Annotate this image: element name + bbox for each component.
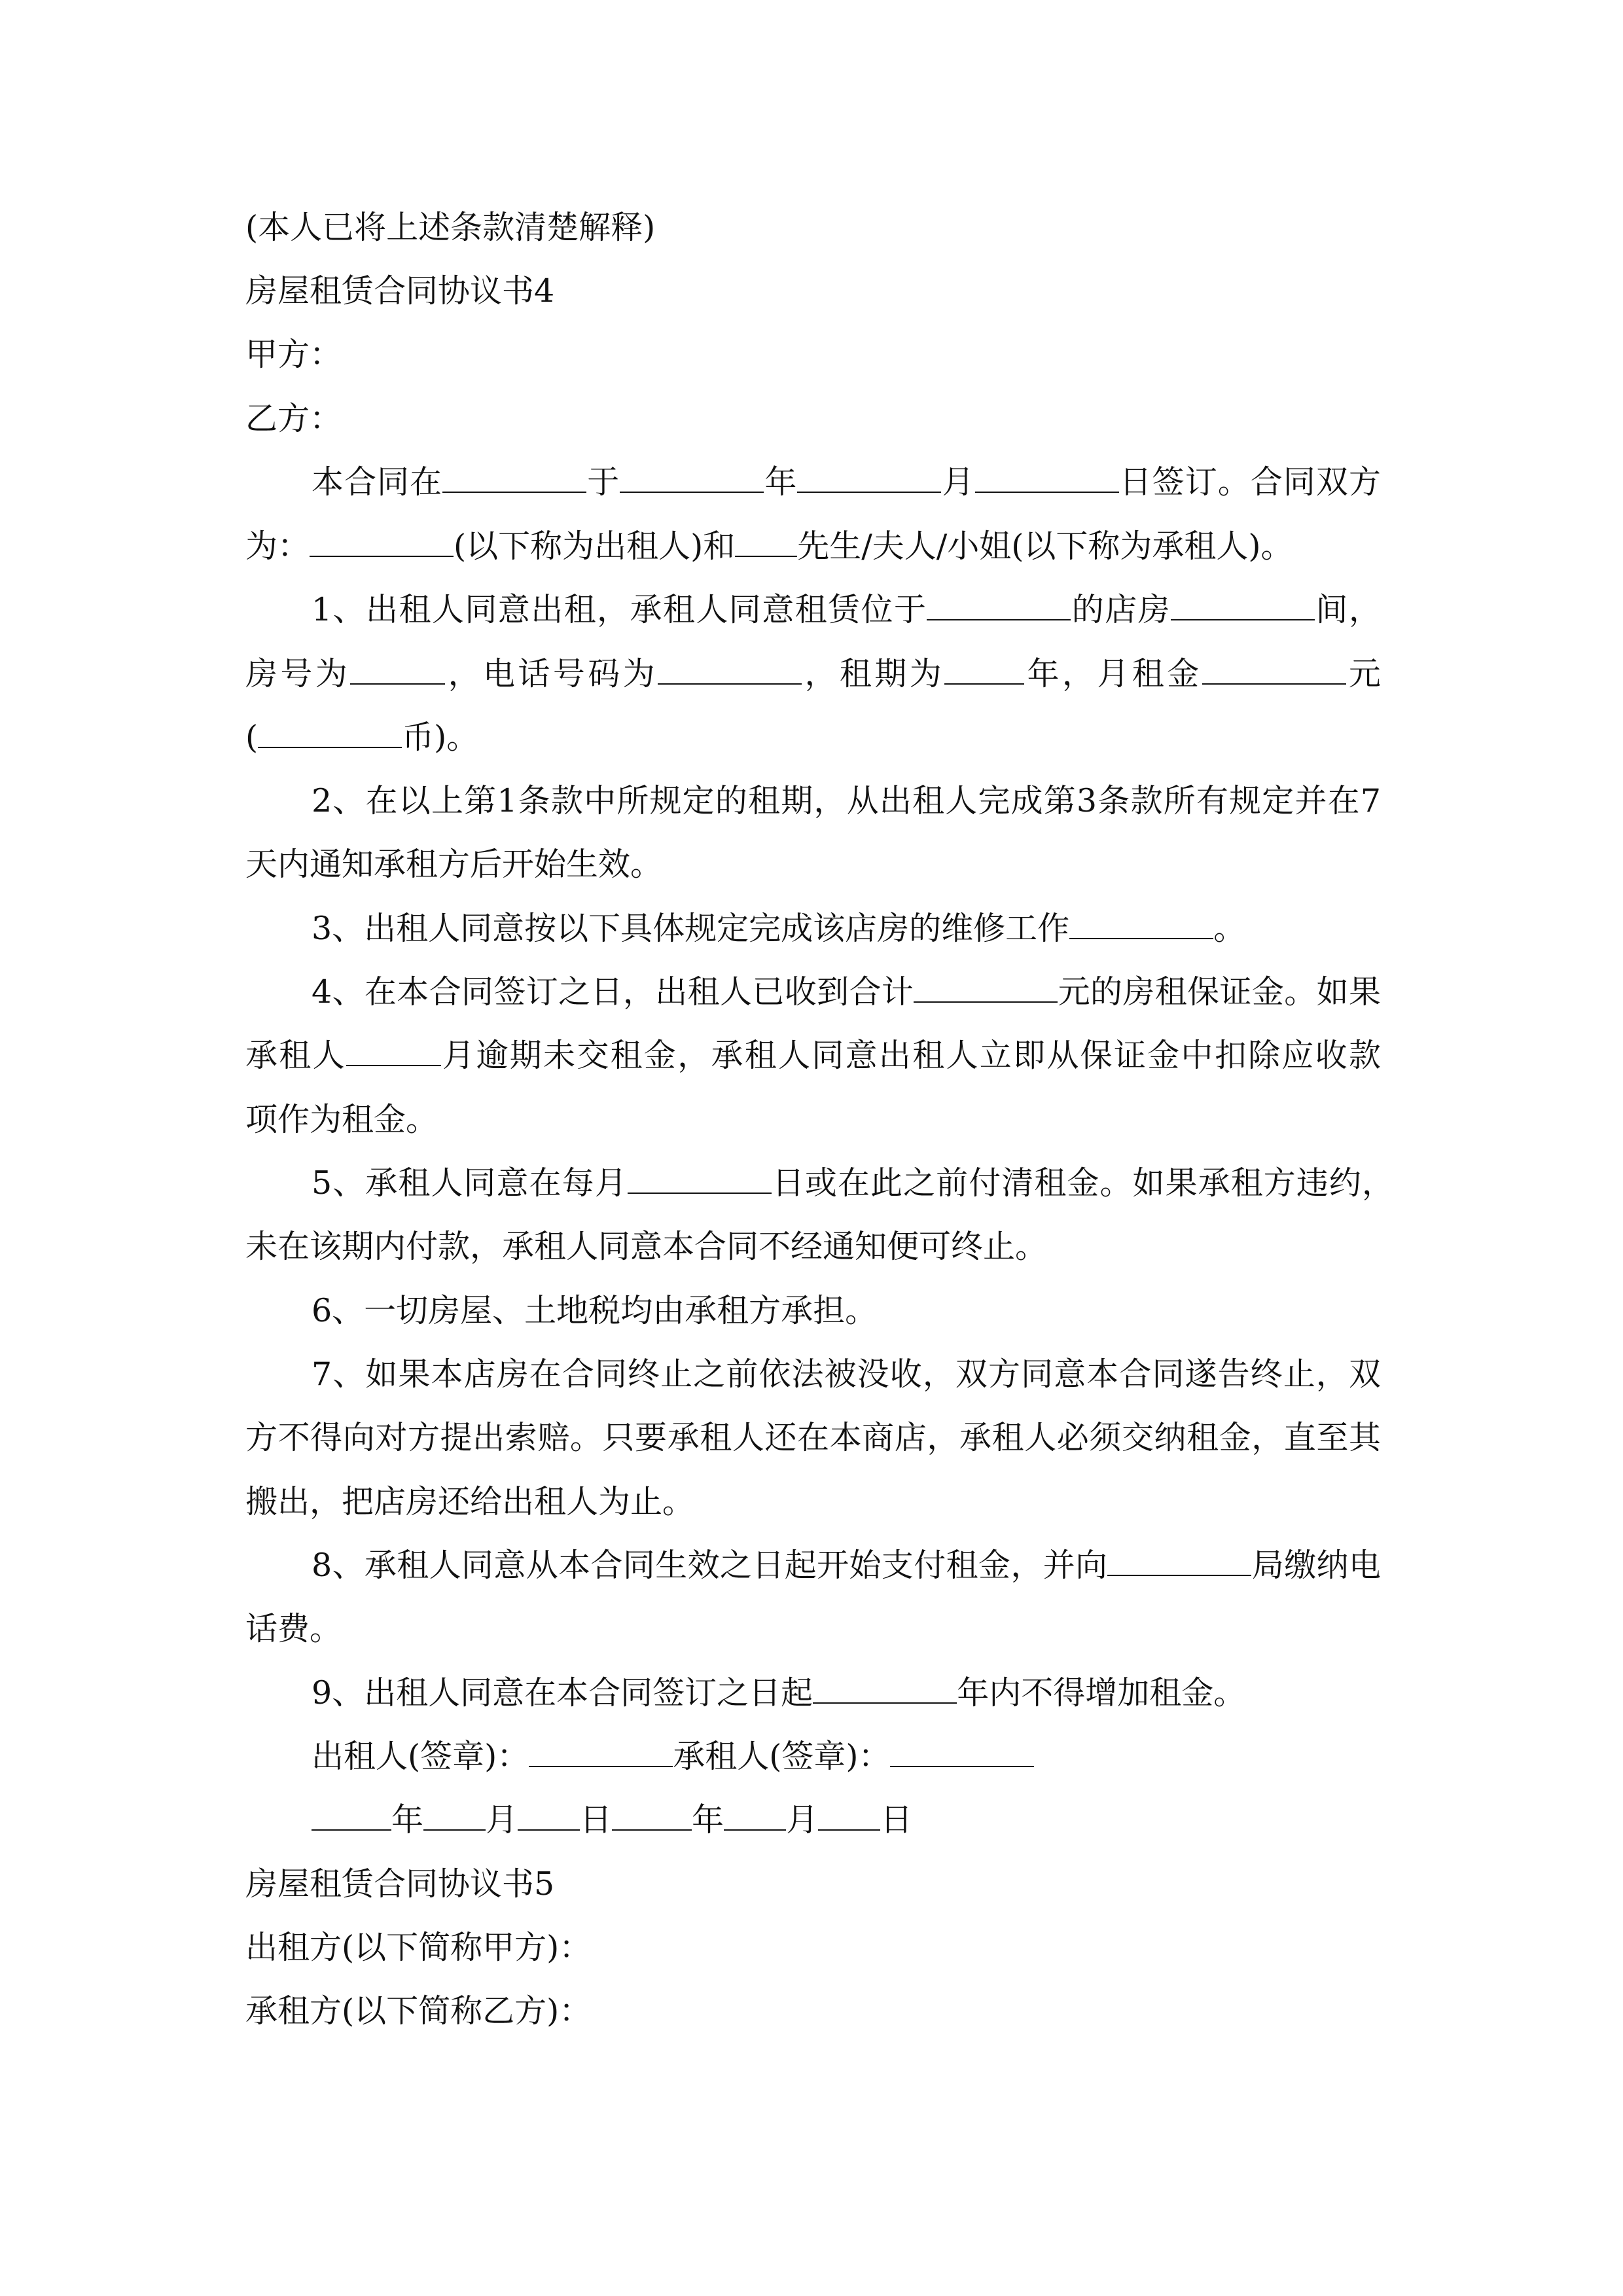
clause-7-line-3: 搬出，把店房还给出租人为止。 <box>245 1483 695 1520</box>
blank <box>518 1803 580 1831</box>
party-a-line: 甲方： <box>245 336 342 373</box>
date-line: 年 月 日 年 月 日 <box>312 1801 1447 1840</box>
clause-8-line-1: 8、承租人同意从本合同生效之日起开始支付租金，并向 局缴纳电 <box>312 1547 1381 1584</box>
blank <box>346 1039 441 1066</box>
blank <box>1107 1549 1251 1576</box>
clause-5-line-2: 未在该期内付款，承租人同意本合同不经通知便可终止。 <box>245 1228 1048 1265</box>
blank <box>442 465 586 493</box>
blank <box>944 657 1024 685</box>
blank <box>258 721 402 748</box>
blank <box>1202 657 1346 685</box>
blank <box>975 465 1119 493</box>
section-title-4: 房屋租赁合同协议书4 <box>245 272 555 310</box>
signature-line: 出租人(签章)： 承租人(签章)： <box>312 1737 1447 1776</box>
clause-2-line-2: 天内通知承租方后开始生效。 <box>245 846 663 883</box>
clause-8-line-2: 话费。 <box>245 1610 342 1647</box>
blank <box>620 465 764 493</box>
blank <box>423 1803 486 1831</box>
blank <box>818 1803 880 1831</box>
blank <box>797 465 941 493</box>
blank <box>612 1803 692 1831</box>
intro-line-2: 为： (以下称为出租人)和 先生/夫人/小姐(以下称为承租人)。 <box>245 528 1293 565</box>
blank <box>890 1740 1034 1767</box>
blank <box>628 1166 772 1194</box>
clause-7-line-1: 7、如果本店房在合同终止之前依法被没收，双方同意本合同遂告终止，双 <box>312 1355 1381 1393</box>
clause-1-line-3: ( 币)。 <box>245 719 479 756</box>
blank <box>735 529 797 557</box>
clause-1-line-2: 房号为 ，电话号码为 ，租期为 年，月租金 元 <box>245 655 1381 692</box>
blank <box>813 1676 957 1704</box>
clause-3: 3、出租人同意按以下具体规定完成该店房的维修工作 。 <box>312 910 1246 947</box>
blank <box>312 1803 391 1831</box>
blank <box>914 975 1058 1003</box>
note-line: (本人已将上述条款清楚解释) <box>245 209 656 246</box>
lessee-abbr-line: 承租方(以下简称乙方)： <box>245 1992 592 2030</box>
clause-6: 6、一切房屋、土地税均由承租方承担。 <box>312 1292 878 1329</box>
clause-1-line-1: 1、出租人同意出租，承租人同意租赁位于 的店房 间， <box>312 591 1381 628</box>
clause-2-line-1: 2、在以上第1条款中所规定的租期，从出租人完成第3条款所有规定并在7 <box>312 782 1381 819</box>
party-b-line: 乙方： <box>245 400 342 437</box>
clause-4-line-3: 项作为租金。 <box>245 1101 438 1138</box>
blank <box>724 1803 786 1831</box>
blank <box>350 657 445 685</box>
clause-4-line-2: 承租人 月逾期未交租金，承租人同意出租人立即从保证金中扣除应收款 <box>245 1037 1381 1074</box>
clause-7-line-2: 方不得向对方提出索赔。只要承租人还在本商店，承租人必须交纳租金，直至其 <box>245 1419 1381 1456</box>
blank <box>1069 912 1213 939</box>
blank <box>529 1740 673 1767</box>
blank <box>927 593 1071 620</box>
blank <box>658 657 802 685</box>
section-title-5: 房屋租赁合同协议书5 <box>245 1865 555 1903</box>
intro-line-1: 本合同在 于 年 月 日签订。合同双方 <box>312 463 1381 501</box>
blank <box>310 529 454 557</box>
clause-9: 9、出租人同意在本合同签订之日起 年内不得增加租金。 <box>312 1674 1246 1712</box>
blank <box>1171 593 1315 620</box>
clause-5-line-1: 5、承租人同意在每月 日或在此之前付清租金。如果承租方违约， <box>312 1164 1394 1202</box>
clause-4-line-1: 4、在本合同签订之日，出租人已收到合计 元的房租保证金。如果 <box>312 973 1381 1011</box>
lessor-abbr-line: 出租方(以下简称甲方)： <box>245 1929 592 1966</box>
